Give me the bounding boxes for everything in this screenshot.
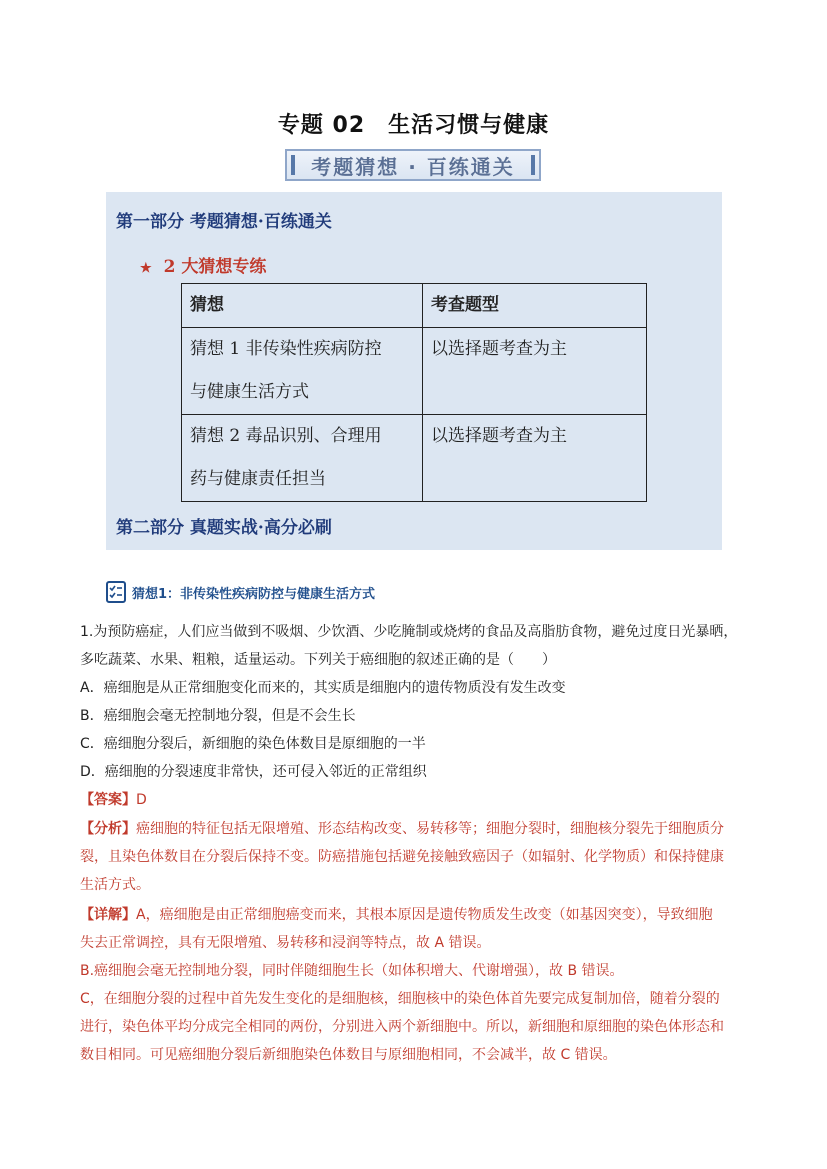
answer-label: 【答案】 [80, 792, 136, 808]
analysis-label: 【分析】 [80, 821, 136, 837]
guess-count-line [140, 252, 266, 277]
table-header-cell: 猜想 [182, 284, 423, 328]
analysis-block [80, 815, 752, 899]
page-title: 专题 02 生活习惯与健康 [277, 113, 550, 138]
detail-line [80, 901, 752, 929]
option-a: A．癌细胞是从正常细胞变化而来的，其实质是细胞内的遗传物质没有发生改变 [80, 680, 566, 696]
section-heading [106, 581, 375, 603]
stem-line: 1.为预防癌症，人们应当做到不吸烟、少饮酒、少吃腌制或烧烤的食品及高脂肪食物，避免过度日光暴晒， [80, 624, 738, 640]
table-header-row [182, 284, 647, 328]
detail-block [80, 901, 752, 1069]
answer-value: D [136, 792, 147, 808]
analysis-line [80, 815, 752, 843]
option-b: B．癌细胞会毫无控制地分裂，但是不会生长 [80, 708, 356, 724]
analysis-line: 裂，且染色体数目在分裂后保持不变。防癌措施包括避免接触致癌因子（如辐射、化学物质）和保持健康 [80, 849, 724, 865]
detail-label: 【详解】 [80, 907, 136, 923]
checklist-icon [106, 581, 126, 603]
table-row [182, 415, 647, 502]
option-c: C．癌细胞分裂后，新细胞的染色体数目是原细胞的一半 [80, 736, 426, 752]
detail-line: B.癌细胞会毫无控制地分裂，同时伴随细胞生长（如体积增大、代谢增强），故 B 错误。 [80, 963, 624, 979]
question-stem [80, 618, 752, 786]
option-d: D．癌细胞的分裂速度非常快，还可侵入邻近的正常组织 [80, 764, 427, 780]
table-header-cell: 考查题型 [423, 284, 647, 328]
cell-line: 猜想 2 毒品识别、合理用 [190, 426, 382, 446]
analysis-line: 生活方式。 [80, 877, 150, 893]
detail-line: C，在细胞分裂的过程中首先发生变化的是细胞核，细胞核中的染色体首先要完成复制加倍，随着分裂的 [80, 991, 720, 1007]
stem-line: 多吃蔬菜、水果、粗粮，适量运动。下列关于癌细胞的叙述正确的是（ ） [80, 652, 556, 668]
table-cell [182, 415, 423, 502]
cell-line: 药与健康责任担当 [190, 469, 326, 489]
detail-line: 失去正常调控，具有无限增殖、易转移和浸润等特点，故 A 错误。 [80, 935, 491, 951]
banner-text: 考题猜想 · 百练通关 [311, 154, 515, 179]
answer-line [80, 786, 752, 814]
detail-text: A，癌细胞是由正常细胞癌变而来，其根本原因是遗传物质发生改变（如基因突变），导致细胞 [136, 907, 713, 923]
section-banner [285, 149, 541, 181]
part2-heading: 第二部分 真题实战·高分必刷 [116, 518, 332, 538]
cell-line: 猜想 1 非传染性疾病防控 [190, 339, 382, 359]
table-cell: 以选择题考查为主 [423, 415, 647, 502]
analysis-text: 癌细胞的特征包括无限增殖、形态结构改变、易转移等；细胞分裂时，细胞核分裂先于细胞质分 [136, 821, 724, 837]
detail-line: 进行，染色体平均分成完全相同的两份，分别进入两个新细胞中。所以，新细胞和原细胞的染色体形态和 [80, 1019, 724, 1035]
table-row [182, 328, 647, 415]
table-cell [182, 328, 423, 415]
detail-line: 数目相同。可见癌细胞分裂后新细胞染色体数目与原细胞相同，不会减半，故 C 错误。 [80, 1047, 617, 1063]
section-title: 猜想1：非传染性疾病防控与健康生活方式 [132, 586, 376, 602]
guess-count-text: 2 大猜想专练 [163, 257, 267, 277]
table-cell: 以选择题考查为主 [423, 328, 647, 415]
part1-heading: 第一部分 考题猜想·百练通关 [116, 212, 332, 232]
cell-line: 与健康生活方式 [190, 382, 309, 402]
guess-table [181, 283, 647, 502]
star-icon: ★ [140, 261, 152, 276]
